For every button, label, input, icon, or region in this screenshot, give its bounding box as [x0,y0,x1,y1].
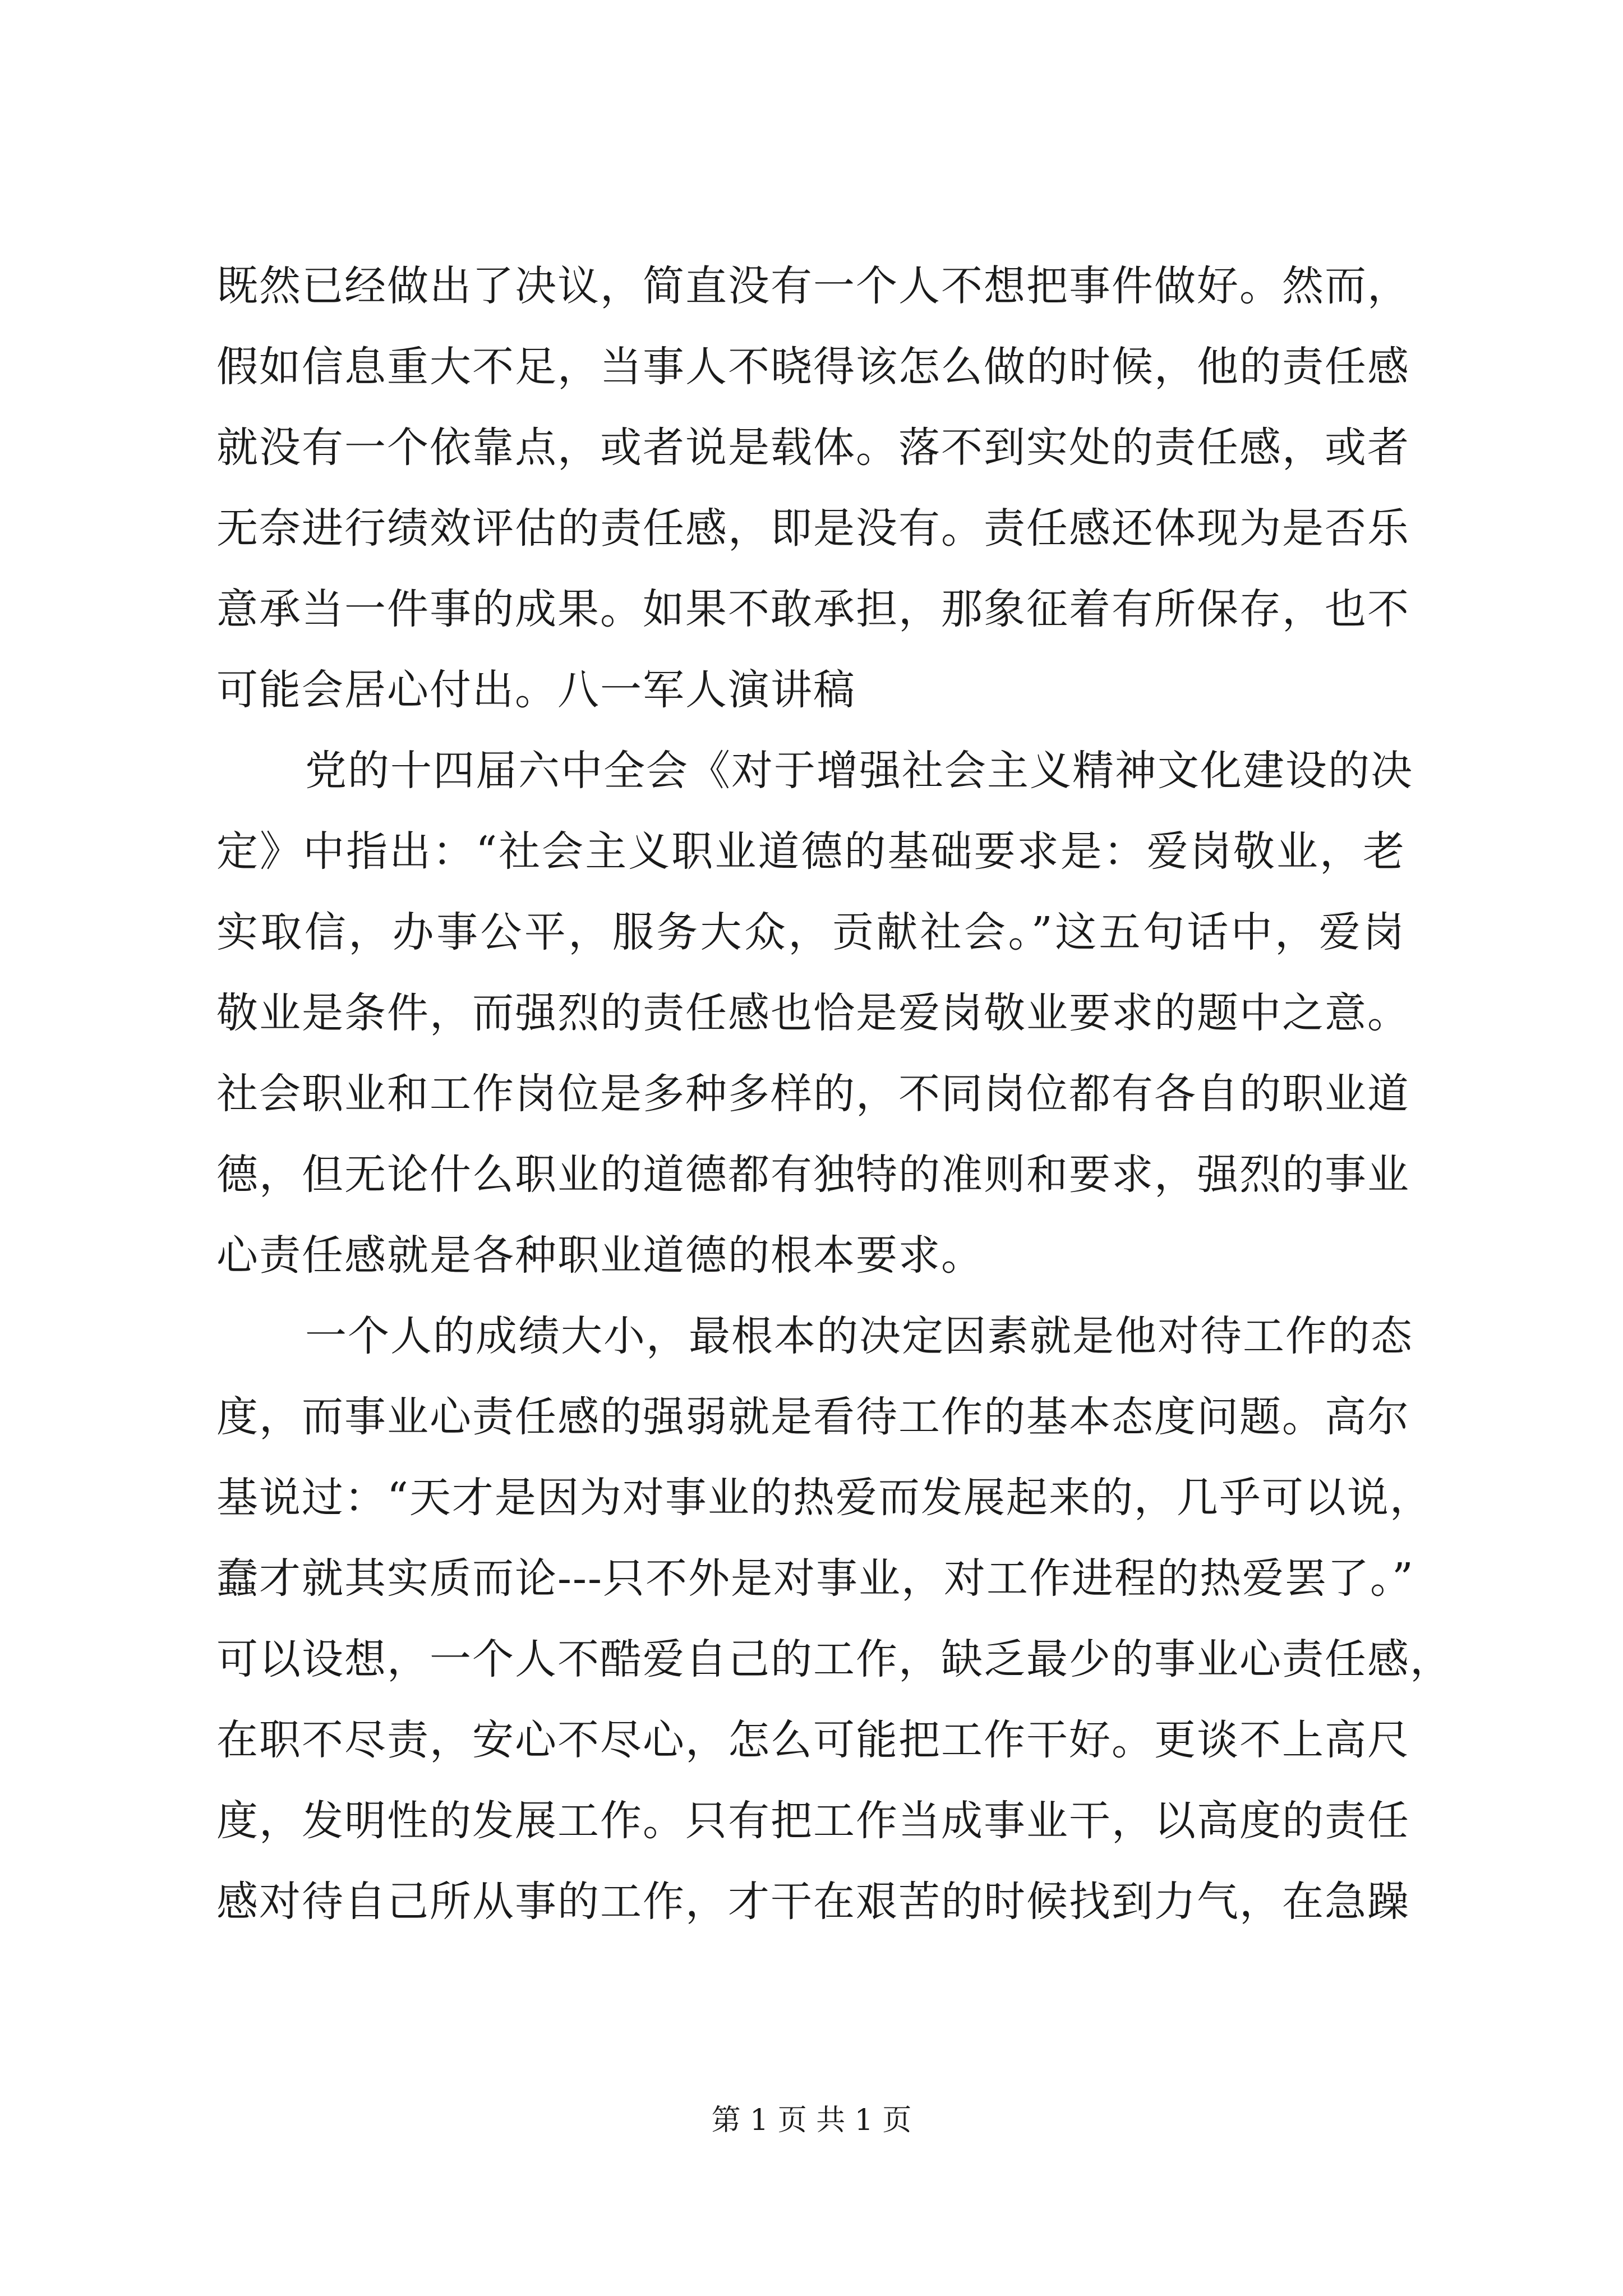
paragraph-line: 意承当一件事的成果。如果不敢承担，那象征着有所保存，也不 [216,585,1410,633]
paragraph-line: 假如信息重大不足，当事人不晓得该怎么做的时候，他的责任感 [216,343,1410,391]
paragraph-line: 无奈进行绩效评估的责任感，即是没有。责任感还体现为是否乐 [216,504,1410,553]
paragraph-line: 德，但无论什么职业的道德都有独特的准则和要求，强烈的事业 [216,1151,1410,1199]
paragraph-line: 蠢才就其实质而论---只不外是对事业，对工作进程的热爱罢了。” [216,1554,1414,1603]
paragraph-line: 可能会居心付出。八一军人演讲稿 [216,666,856,714]
paragraph-line: 党的十四届六中全会《对于增强社会主义精神文化建设的决 [305,747,1413,795]
paragraph-line: 就没有一个依靠点，或者说是载体。落不到实处的责任感，或者 [216,424,1410,472]
paragraph-line: 敬业是条件，而强烈的责任感也恰是爱岗敬业要求的题中之意。 [216,989,1410,1037]
paragraph-line: 一个人的成绩大小，最根本的决定因素就是他对待工作的态 [305,1312,1413,1360]
paragraph-line: 感对待自己所从事的工作，才干在艰苦的时候找到力气，在急躁 [216,1878,1410,1926]
paragraph-line: 既然已经做出了决议，简直没有一个人不想把事件做好。然而， [216,262,1410,310]
paragraph-line: 心责任感就是各种职业道德的根本要求。 [216,1231,984,1280]
document-body [216,246,1453,1942]
page-number-footer: 第 1 页 共 1 页 [711,2104,912,2137]
paragraph-line: 可以设想，一个人不酷爱自己的工作，缺乏最少的事业心责任感， [216,1635,1453,1683]
paragraph-line: 度，发明性的发展工作。只有把工作当成事业干，以高度的责任 [216,1797,1410,1845]
paragraph-line: 社会职业和工作岗位是多种多样的，不同岗位都有各自的职业道 [216,1070,1410,1118]
paragraph-line: 基说过：“天才是因为对事业的热爱而发展起来的，几乎可以说， [216,1474,1432,1522]
paragraph-line: 在职不尽责，安心不尽心，怎么可能把工作干好。更谈不上高尺 [216,1716,1410,1764]
paragraph-line: 度，而事业心责任感的强弱就是看待工作的基本态度问题。高尔 [216,1393,1410,1441]
paragraph-line: 定》中指出：“社会主义职业道德的基础要求是：爱岗敬业，老 [216,827,1405,876]
paragraph-line: 实取信，办事公平，服务大众，贡献社会。”这五句话中，爱岗 [216,908,1405,956]
